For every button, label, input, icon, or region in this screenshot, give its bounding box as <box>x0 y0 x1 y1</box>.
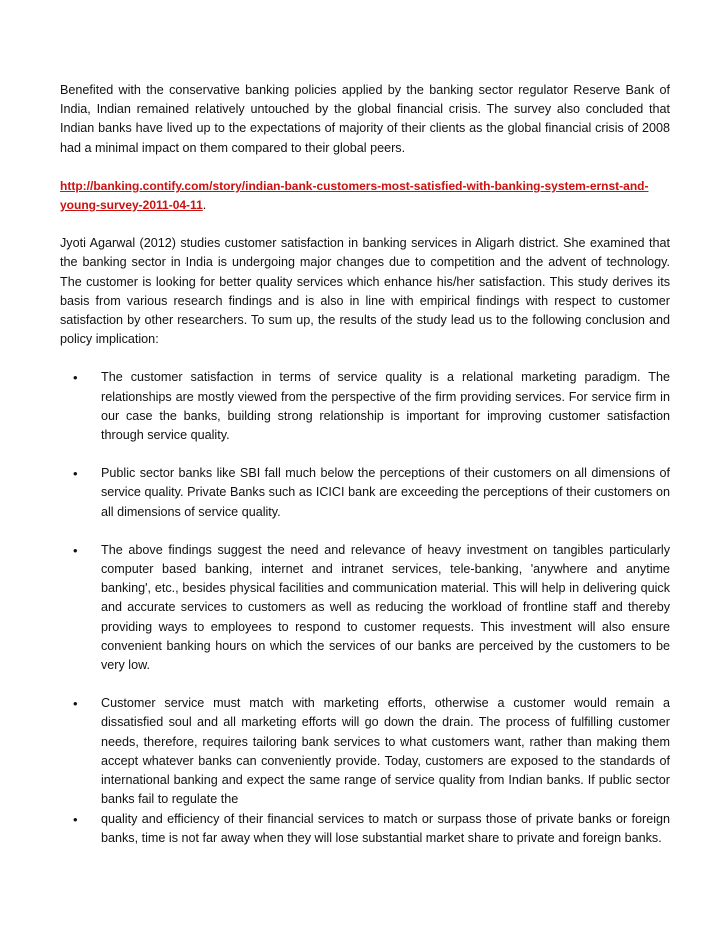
conclusion-list <box>60 368 670 847</box>
bullet-icon: • <box>73 542 78 558</box>
bullet-icon: • <box>73 696 78 712</box>
list-item <box>60 541 670 675</box>
list-item-text: The customer satisfaction in terms of service quality is a relational marketing paradigm. The relationships are mostly viewed from the perspective of the firm providing services. For service firm in our case the banks, building strong relationship is important for improving customer satisfaction through service quality. <box>101 370 670 443</box>
list-item <box>60 368 670 445</box>
list-item-text: Customer service must match with marketing efforts, otherwise a customer would remain a dissatisfied soul and all marketing efforts will go down the drain. The process of fulfilling customer needs, therefore, requires tailoring bank services to what customers want, rather than making them accept whatever banks can conveniently provide. Today, customers are exposed to the standards of international banking and expect the same range of service quality from Indian banks. If public sector banks fail to regulate the <box>101 696 670 807</box>
list-item-text: The above findings suggest the need and relevance of heavy investment on tangibles particularly computer based banking, internet and intranet services, tele-banking, 'anywhere and anytime banking', etc., besides physical facilities and communication material. This will help in delivering quick and accurate services to customers as well as reducing the workload of frontline staff and thereby providing ways to employees to respond to customer requests. This investment will also ensure convenient banking hours on which the services of our banks are perceived by the customers to be very low. <box>101 542 670 673</box>
list-item <box>60 694 670 809</box>
bullet-icon: • <box>73 370 78 386</box>
source-link-line <box>60 177 670 215</box>
intro-paragraph: Benefited with the conservative banking policies applied by the banking sector regulator Reserve Bank of India, Indian remained relatively untouched by the global financial crisis. The survey also concluded that Indian banks have lived up to the expectations of majority of their clients as the global financial crisis of 2008 had a minimal impact on them compared to their global peers. <box>60 83 670 155</box>
bullet-icon: • <box>73 811 78 827</box>
document-page <box>60 81 670 848</box>
source-link-suffix: . <box>202 198 207 213</box>
bullet-icon: • <box>73 466 78 482</box>
source-link[interactable]: http://banking.contify.com/story/indian-bank-customers-most-satisfied-with-banking-system-ernst-and-young-survey-2011-04-11 <box>60 178 649 213</box>
list-item <box>60 464 670 522</box>
list-item-text: Public sector banks like SBI fall much below the perceptions of their customers on all dimensions of service quality. Private Banks such as ICICI bank are exceeding the perceptions of their customers on all dimensions of service quality. <box>101 466 670 519</box>
study-paragraph: Jyoti Agarwal (2012) studies customer satisfaction in banking services in Aligarh district. She examined that the banking sector in India is undergoing major changes due to competition and the advent of technology. The customer is looking for better quality services which enhance his/her satisfaction. This study derives its basis from various research findings and is also in line with empirical findings with respect to customer satisfaction by other researchers. To sum up, the results of the study lead us to the following conclusion and policy implication: <box>60 236 670 347</box>
list-item <box>60 810 670 848</box>
list-item-text: quality and efficiency of their financial services to match or surpass those of private banks or foreign banks, time is not far away when they will lose substantial market share to private and foreign banks. <box>101 811 670 845</box>
